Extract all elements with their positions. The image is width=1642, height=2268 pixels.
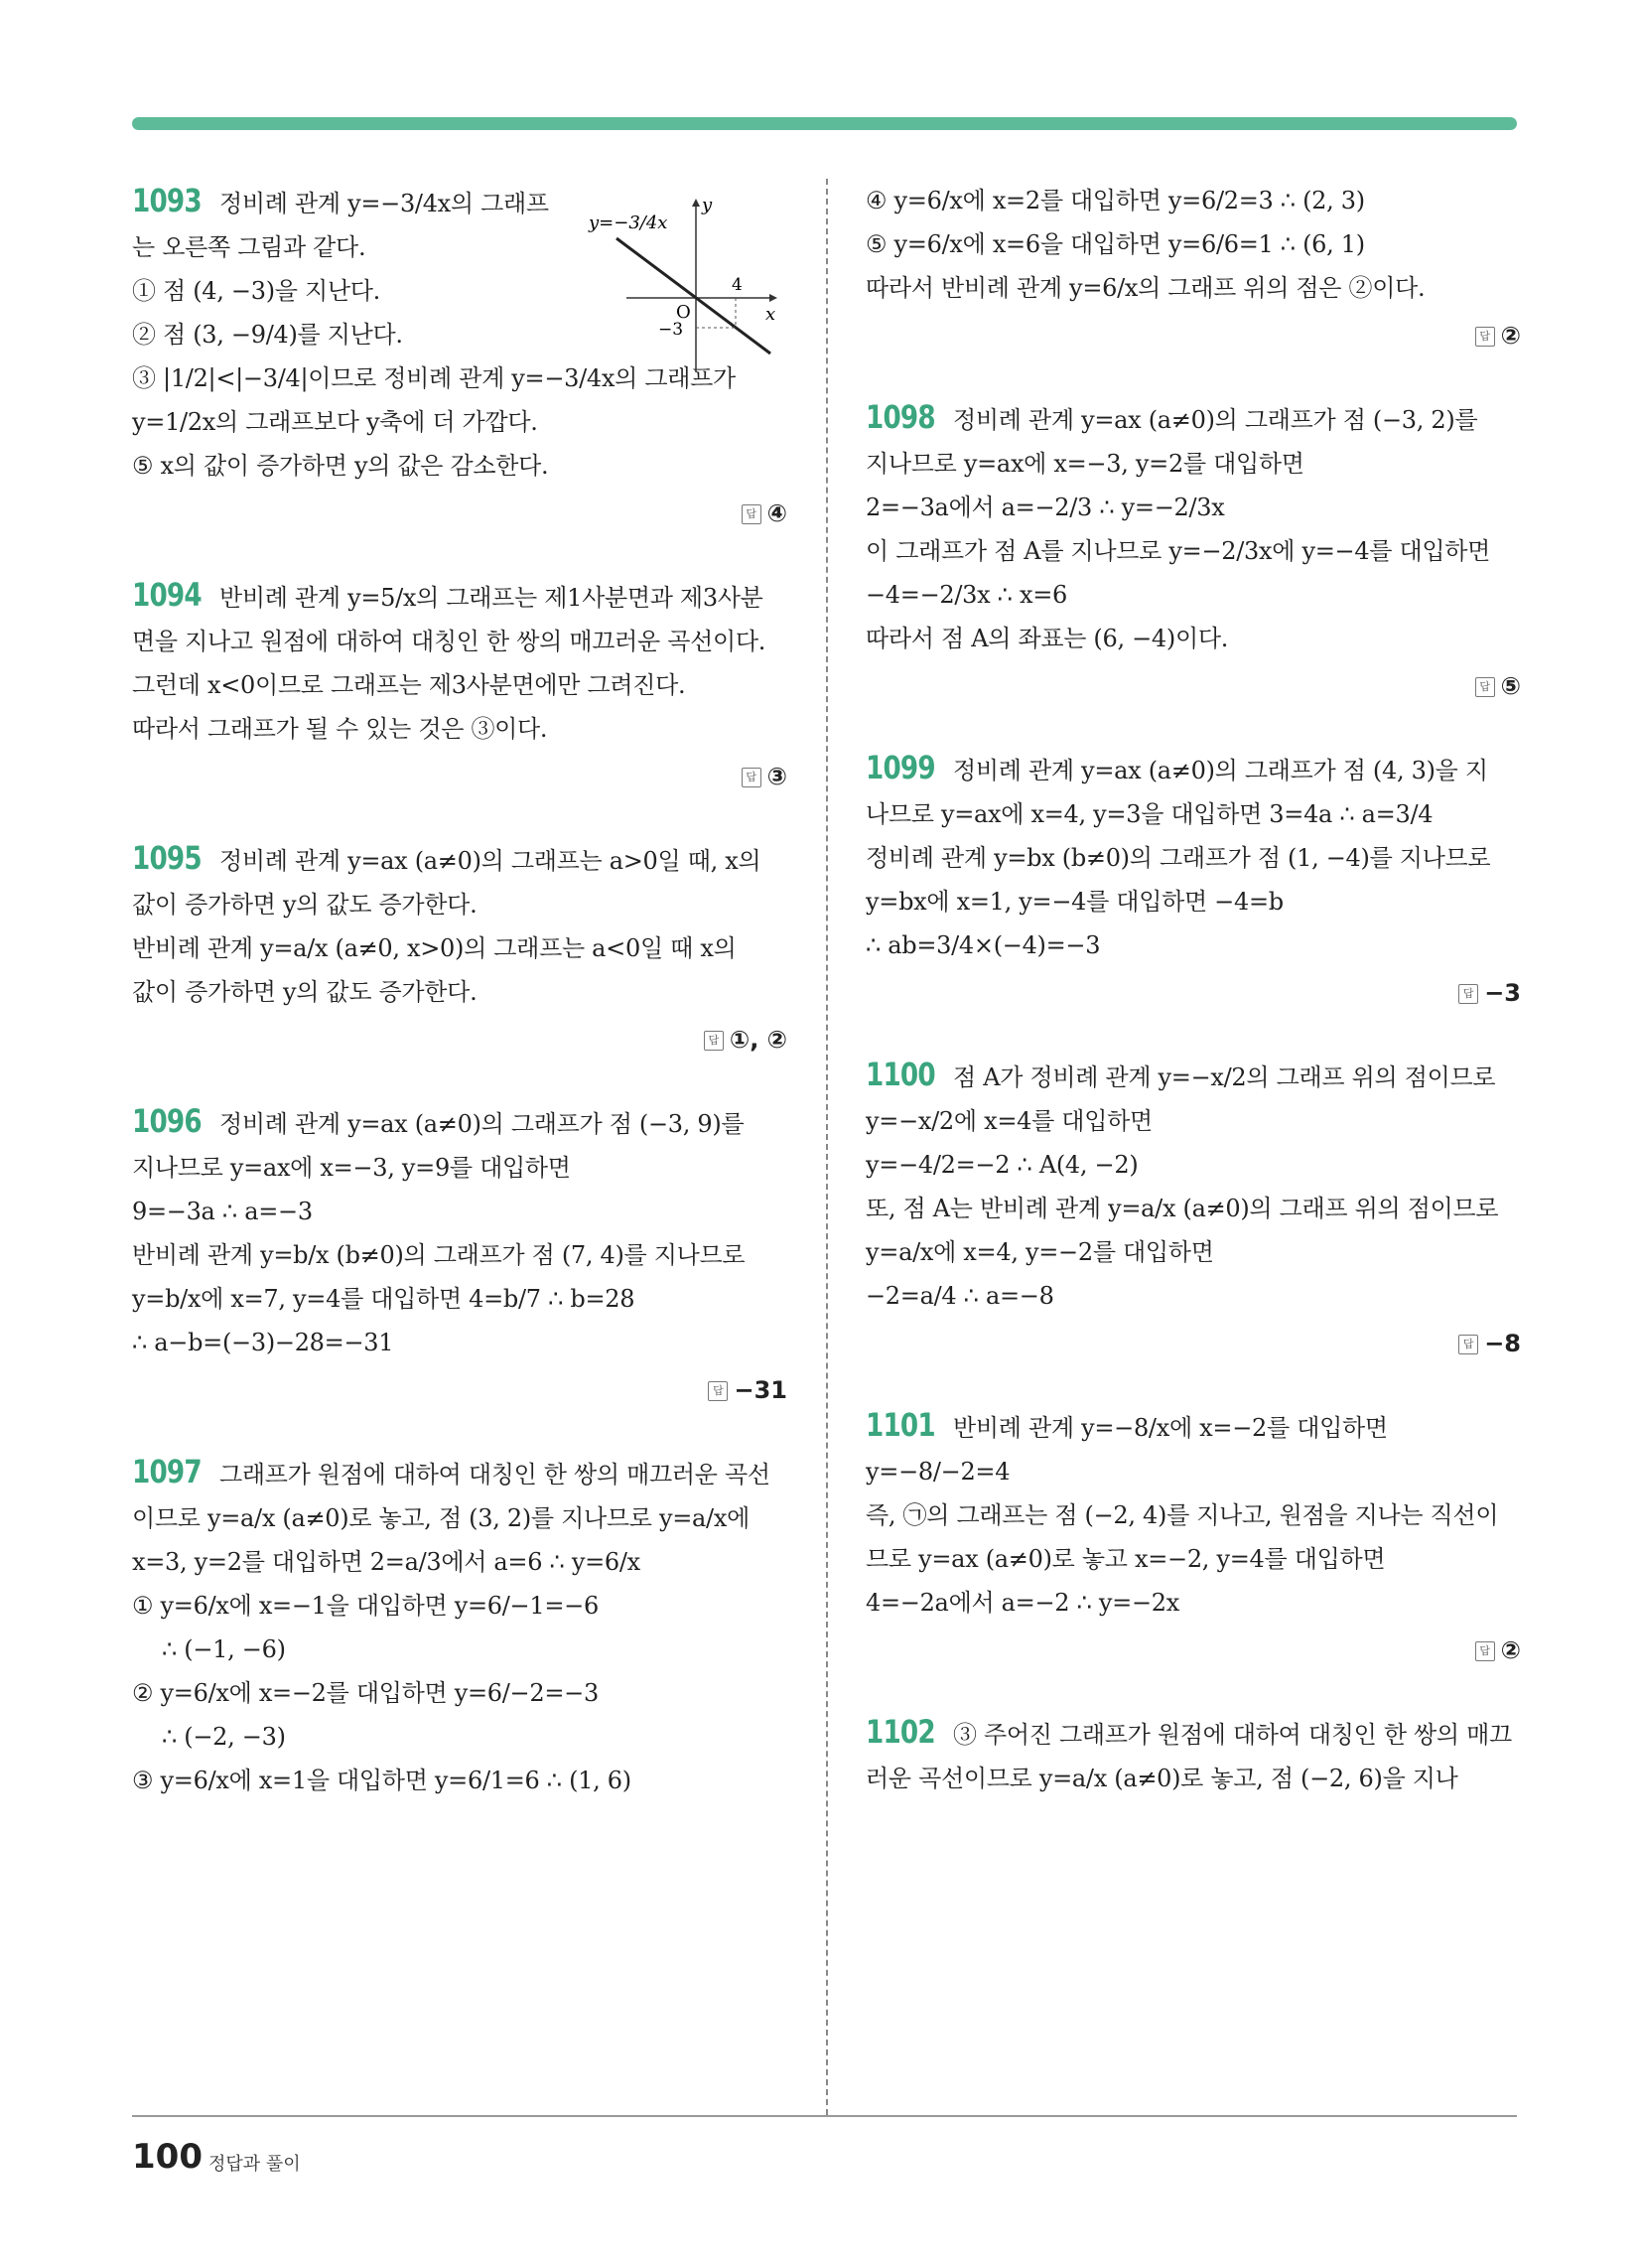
solution-line — [132, 1584, 787, 1628]
solution-text: 지나므로 y=ax에 x=−3, y=2를 대입하면 — [866, 450, 1304, 478]
solution-line — [866, 746, 1521, 792]
solution-text: 9=−3a ∴ a=−3 — [132, 1198, 313, 1225]
solution-line — [866, 923, 1521, 967]
problem-number: 1096 — [132, 1102, 202, 1140]
solution-text: 면을 지나고 원점에 대하여 대칭인 한 쌍의 매끄러운 곡선이다. — [132, 628, 766, 655]
solution-text: ∴ (−2, −3) — [162, 1723, 286, 1751]
solution-text: 점 A가 정비례 관계 y=−x/2의 그래프 위의 점이므로 — [953, 1063, 1496, 1091]
solution-text: 나므로 y=ax에 x=4, y=3을 대입하면 3=4a ∴ a=3/4 — [866, 800, 1434, 828]
solution-text: ② y=6/x에 x=−2를 대입하면 y=6/−2=−3 — [132, 1679, 599, 1707]
right-column — [866, 179, 1521, 1840]
solution-line — [866, 395, 1521, 442]
solution-text: y=1/2x의 그래프보다 y축에 더 가깝다. — [132, 408, 538, 436]
solution-line — [132, 1190, 787, 1233]
solution-text: 므로 y=ax (a≠0)로 놓고 x=−2, y=4를 대입하면 — [866, 1545, 1386, 1573]
solution-text: y=a/x에 x=4, y=−2를 대입하면 — [866, 1238, 1214, 1266]
solution-text: 반비례 관계 y=a/x (a≠0, x>0)의 그래프는 a<0일 때 x의 — [132, 934, 737, 962]
solution-line — [132, 1496, 787, 1540]
solution-text: ④ y=6/x에 x=2를 대입하면 y=6/2=3 ∴ (2, 3) — [866, 187, 1365, 214]
solution-text: 4=−2a에서 a=−2 ∴ y=−2x — [866, 1589, 1179, 1617]
answer — [866, 973, 1521, 1013]
solution-text: 따라서 점 A의 좌표는 (6, −4)이다. — [866, 625, 1229, 652]
solution-text: y=b/x에 x=7, y=4를 대입하면 4=b/7 ∴ b=28 — [132, 1285, 635, 1313]
solution-text: 값이 증가하면 y의 값도 증가한다. — [132, 978, 478, 1006]
answer-value: ③ — [766, 763, 787, 790]
answer — [866, 1630, 1521, 1670]
solution-line — [866, 222, 1521, 266]
solution-text: 또, 점 A는 반비례 관계 y=a/x (a≠0)의 그래프 위의 점이므로 — [866, 1195, 1499, 1222]
solution-line — [866, 486, 1521, 529]
solution-text: 러운 곡선이므로 y=a/x (a≠0)로 놓고, 점 (−2, 6)을 지나 — [866, 1765, 1458, 1792]
answer-value: ② — [1500, 1636, 1521, 1664]
answer-value: −31 — [734, 1376, 787, 1404]
answer — [132, 1020, 787, 1060]
solution-text: 지나므로 y=ax에 x=−3, y=9를 대입하면 — [132, 1154, 571, 1182]
top-accent-bar — [132, 117, 1517, 130]
solution-text: 그런데 x<0이므로 그래프는 제3사분면에만 그려진다. — [132, 671, 686, 699]
solution-text: y=−8/−2=4 — [866, 1458, 1011, 1486]
answer-value: ①, ② — [729, 1026, 787, 1054]
left-column — [132, 179, 787, 1842]
solution-line — [866, 1230, 1521, 1274]
solution-line — [132, 663, 787, 707]
solution-line — [132, 1759, 787, 1802]
solution-text: 반비례 관계 y=−8/x에 x=−2를 대입하면 — [953, 1414, 1388, 1442]
solution-line — [866, 1493, 1521, 1537]
solution-text: ∴ (−1, −6) — [162, 1635, 286, 1663]
problem-number: 1099 — [866, 749, 935, 786]
solution-text: 즉, ㉠의 그래프는 점 (−2, 4)를 지나고, 원점을 지나는 직선이 — [866, 1501, 1499, 1529]
solution-line — [132, 883, 787, 926]
answer-tag-icon: 답 — [742, 504, 761, 524]
answer-value: ④ — [766, 499, 787, 527]
problem-1101 — [866, 1403, 1521, 1670]
footer-rule — [132, 2115, 1517, 2117]
answer-tag-icon: 답 — [1475, 1641, 1495, 1661]
solution-line — [866, 880, 1521, 923]
solution-line — [866, 1403, 1521, 1450]
solution-text: 정비례 관계 y=ax (a≠0)의 그래프가 점 (−3, 9)를 — [219, 1110, 745, 1138]
origin-label: O — [676, 302, 691, 323]
solution-line — [866, 1581, 1521, 1625]
answer — [132, 1370, 787, 1410]
solution-text: y=−4/2=−2 ∴ A(4, −2) — [866, 1151, 1139, 1179]
problem-1098 — [866, 395, 1521, 706]
solution-line — [866, 179, 1521, 222]
problem-number: 1094 — [132, 576, 202, 614]
solution-line — [132, 1450, 787, 1496]
solution-line — [866, 792, 1521, 836]
footer-label: 정답과 풀이 — [208, 2154, 301, 2175]
solution-line — [132, 1099, 787, 1146]
problem-cont — [866, 179, 1521, 355]
solution-text: 반비례 관계 y=5/x의 그래프는 제1사분면과 제3사분 — [219, 584, 763, 612]
x-axis-arrow — [769, 294, 777, 302]
answer-value: ② — [1500, 322, 1521, 350]
x-axis-label: x — [765, 304, 776, 325]
answer-tag-icon: 답 — [1458, 1335, 1478, 1354]
solution-text: 정비례 관계 y=−3/4x의 그래프 — [219, 190, 549, 217]
solution-line — [866, 529, 1521, 573]
problem-1095 — [132, 836, 787, 1060]
answer — [866, 316, 1521, 355]
y-tick-label: −3 — [658, 320, 684, 340]
answer-tag-icon: 답 — [1475, 677, 1495, 697]
page-number: 100 — [132, 2137, 203, 2177]
solution-text: ∴ a−b=(−3)−28=−31 — [132, 1329, 394, 1356]
solution-line — [866, 266, 1521, 310]
solution-line — [132, 1321, 787, 1364]
solution-text: ① y=6/x에 x=−1을 대입하면 y=6/−1=−6 — [132, 1592, 599, 1620]
solution-text: 따라서 반비례 관계 y=6/x의 그래프 위의 점은 ②이다. — [866, 274, 1426, 302]
solution-line — [132, 620, 787, 663]
solution-line — [866, 1187, 1521, 1230]
problem-1100 — [866, 1053, 1521, 1363]
solution-text: 반비례 관계 y=b/x (b≠0)의 그래프가 점 (7, 4)를 지나므로 — [132, 1241, 746, 1269]
solution-text: 정비례 관계 y=ax (a≠0)의 그래프가 점 (−3, 2)를 — [953, 406, 1478, 434]
solution-text: ② 점 (3, −9/4)를 지난다. — [132, 321, 403, 349]
graph-equation: y=−3/4x — [589, 213, 668, 233]
answer-tag-icon: 답 — [1458, 984, 1478, 1004]
solution-line — [866, 836, 1521, 880]
problem-1097 — [132, 1450, 787, 1802]
solution-line — [866, 1053, 1521, 1099]
solution-text: 값이 증가하면 y의 값도 증가한다. — [132, 891, 478, 919]
solution-text: −4=−2/3x ∴ x=6 — [866, 581, 1067, 609]
answer-tag-icon: 답 — [1475, 327, 1495, 347]
problem-number: 1101 — [866, 1406, 935, 1444]
answer-tag-icon: 답 — [708, 1381, 728, 1401]
y-axis-arrow — [692, 199, 700, 207]
proportion-graph — [587, 189, 795, 377]
solution-line — [132, 1146, 787, 1190]
solution-line — [132, 444, 787, 488]
answer-value: ⑤ — [1500, 672, 1521, 700]
answer-value: −8 — [1484, 1330, 1521, 1357]
solution-text: ⑤ y=6/x에 x=6을 대입하면 y=6/6=1 ∴ (6, 1) — [866, 230, 1365, 258]
solution-line — [866, 1450, 1521, 1493]
solution-line — [866, 1274, 1521, 1318]
problem-1102 — [866, 1710, 1521, 1800]
solution-text: ∴ ab=3/4×(−4)=−3 — [866, 931, 1101, 959]
solution-line — [866, 442, 1521, 486]
solution-line — [866, 1099, 1521, 1143]
problem-number: 1093 — [132, 182, 202, 219]
problem-number: 1097 — [132, 1453, 202, 1490]
problem-number: 1095 — [132, 839, 202, 877]
solution-line — [132, 1628, 787, 1671]
solution-text: y=−x/2에 x=4를 대입하면 — [866, 1107, 1153, 1135]
solution-line — [132, 970, 787, 1014]
answer-value: −3 — [1484, 979, 1521, 1007]
solution-line — [132, 1277, 787, 1321]
solution-line — [866, 1757, 1521, 1800]
answer-tag-icon: 답 — [704, 1031, 724, 1051]
problem-number: 1098 — [866, 398, 935, 436]
solution-text: ③ |1/2|<|−3/4|이므로 정비례 관계 y=−3/4x의 그래프가 — [132, 364, 736, 392]
solution-line — [132, 1233, 787, 1277]
solution-text: 2=−3a에서 a=−2/3 ∴ y=−2/3x — [866, 494, 1225, 521]
solution-text: 이 그래프가 점 A를 지나므로 y=−2/3x에 y=−4를 대입하면 — [866, 537, 1491, 565]
solution-text: 정비례 관계 y=ax (a≠0)의 그래프가 점 (4, 3)을 지 — [953, 757, 1488, 784]
solution-line — [866, 1537, 1521, 1581]
graph-line — [616, 238, 770, 354]
solution-text: x=3, y=2를 대입하면 2=a/3에서 a=6 ∴ y=6/x — [132, 1548, 640, 1576]
x-tick-label: 4 — [732, 275, 743, 295]
solution-text: 정비례 관계 y=bx (b≠0)의 그래프가 점 (1, −4)를 지나므로 — [866, 844, 1491, 872]
solution-line — [132, 836, 787, 883]
solution-line — [866, 1710, 1521, 1757]
answer — [866, 666, 1521, 706]
solution-text: −2=a/4 ∴ a=−8 — [866, 1282, 1054, 1310]
answer — [132, 757, 787, 796]
column-divider — [826, 179, 828, 2115]
solution-line — [132, 1671, 787, 1715]
solution-text: ③ y=6/x에 x=1을 대입하면 y=6/1=6 ∴ (1, 6) — [132, 1767, 631, 1794]
solution-text: ③ 주어진 그래프가 원점에 대하여 대칭인 한 쌍의 매끄 — [953, 1721, 1512, 1749]
solution-text: 는 오른쪽 그림과 같다. — [132, 233, 366, 261]
solution-line — [866, 573, 1521, 617]
solution-line — [132, 400, 787, 444]
solution-text: y=bx에 x=1, y=−4를 대입하면 −4=b — [866, 888, 1284, 916]
answer — [866, 1324, 1521, 1363]
solution-text: ⑤ x의 값이 증가하면 y의 값은 감소한다. — [132, 452, 549, 480]
solution-text: 정비례 관계 y=ax (a≠0)의 그래프는 a>0일 때, x의 — [219, 847, 761, 875]
problem-1099 — [866, 746, 1521, 1013]
answer-tag-icon: 답 — [742, 768, 761, 787]
problem-1093 — [132, 179, 787, 533]
problem-number: 1102 — [866, 1713, 935, 1751]
solution-line — [132, 707, 787, 751]
solution-text: ① 점 (4, −3)을 지난다. — [132, 277, 380, 305]
y-axis-label: y — [702, 195, 713, 215]
solution-line — [866, 617, 1521, 660]
solution-text: 그래프가 원점에 대하여 대칭인 한 쌍의 매끄러운 곡선 — [219, 1461, 770, 1488]
solution-line — [132, 1540, 787, 1584]
problem-1094 — [132, 573, 787, 796]
solution-line — [132, 1715, 787, 1759]
solution-text: 따라서 그래프가 될 수 있는 것은 ③이다. — [132, 715, 548, 743]
problem-1096 — [132, 1099, 787, 1410]
solution-line — [132, 926, 787, 970]
solution-line — [132, 573, 787, 620]
answer — [132, 494, 787, 533]
solution-line — [866, 1143, 1521, 1187]
solution-text: 이므로 y=a/x (a≠0)로 놓고, 점 (3, 2)를 지나므로 y=a/x에 — [132, 1504, 750, 1532]
problem-number: 1100 — [866, 1056, 935, 1093]
